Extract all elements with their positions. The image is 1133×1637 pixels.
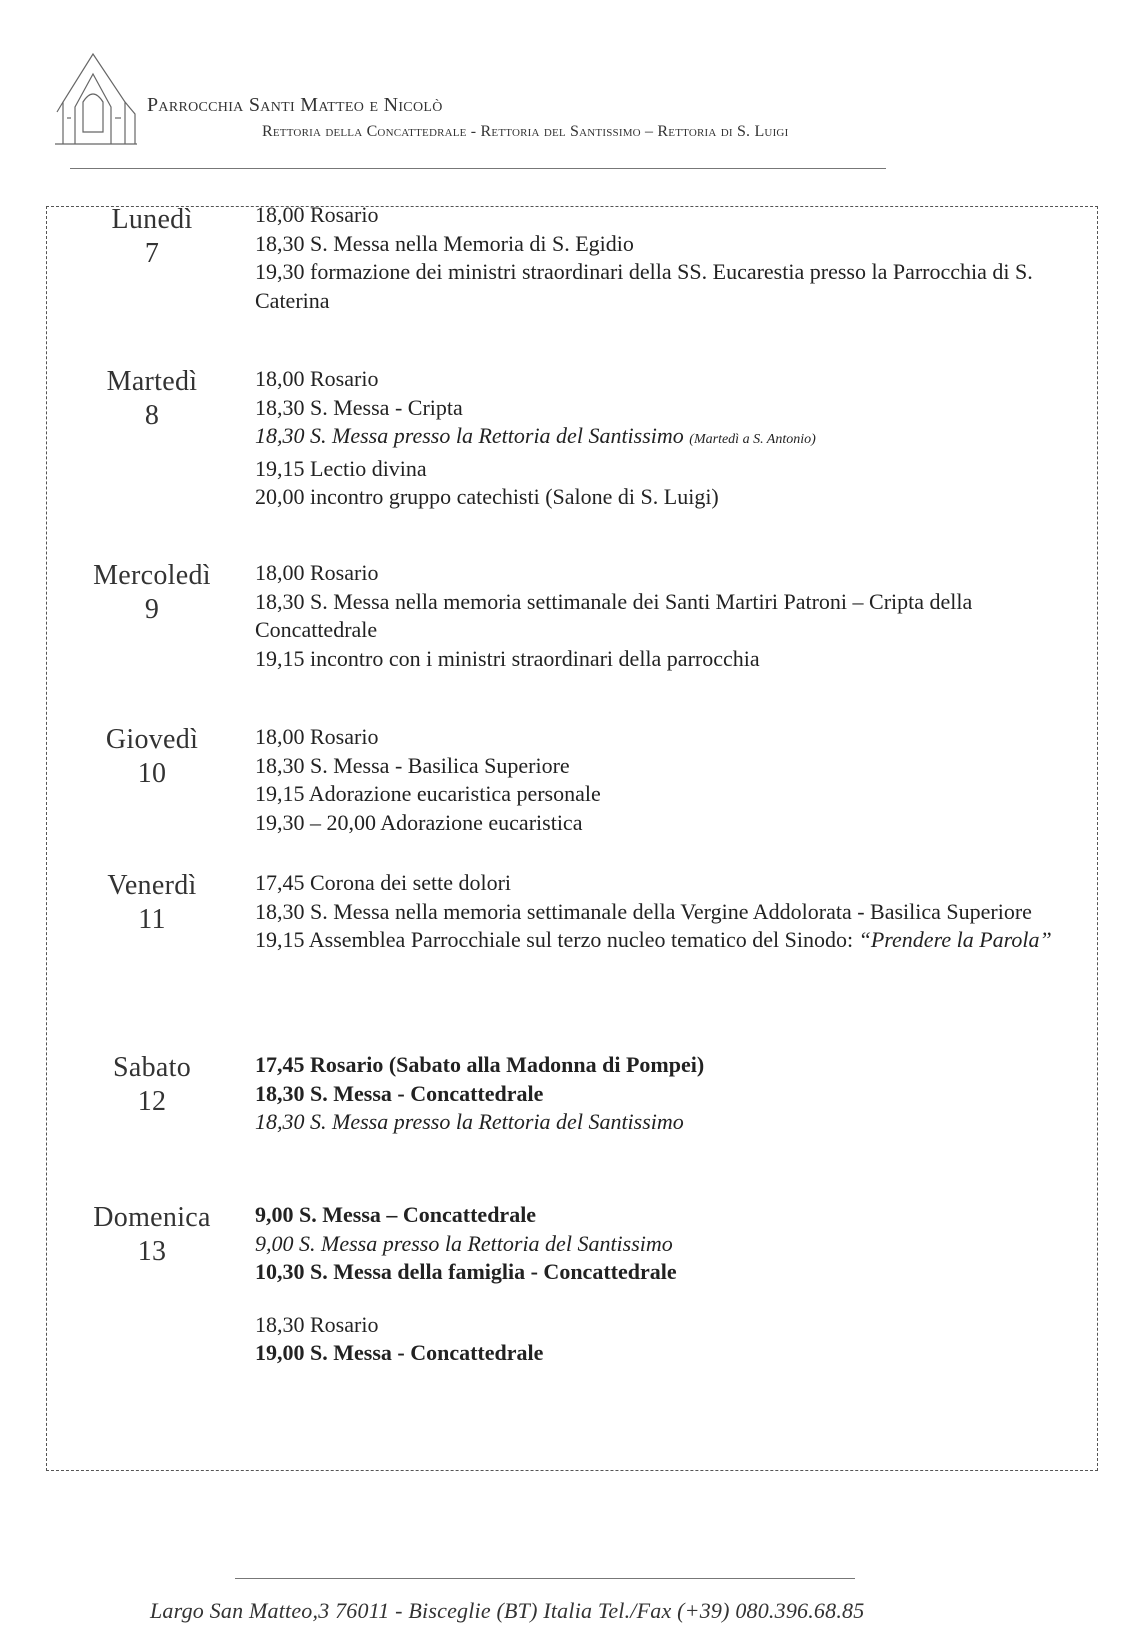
day-label bbox=[47, 203, 257, 271]
event-item: 9,00 S. Messa presso la Rettoria del Santissimo bbox=[255, 1230, 673, 1256]
day-label bbox=[47, 1051, 257, 1119]
day-name: Venerdì bbox=[107, 870, 197, 901]
footer-address: Largo San Matteo,3 76011 - Bisceglie (BT) Italia Tel./Fax (+39) 080.396.68.85 bbox=[150, 1598, 865, 1623]
day-name: Lunedì bbox=[111, 204, 193, 235]
event-item: 20,00 incontro gruppo catechisti (Salone di S. Luigi) bbox=[255, 484, 719, 509]
event-quote: “Prendere la Parola” bbox=[858, 927, 1052, 952]
day-number: 8 bbox=[144, 400, 160, 431]
day-label bbox=[47, 559, 257, 627]
event-item: 18,30 S. Messa nella memoria settimanale dei Santi Martiri Patroni – Cripta della Concattedrale bbox=[255, 588, 973, 642]
event-item: 18,30 S. Messa nella Memoria di S. Egidio bbox=[255, 230, 634, 256]
event-item: 18,00 Rosario bbox=[255, 724, 379, 749]
event-item: 18,00 Rosario bbox=[255, 366, 379, 391]
event-item: 18,00 Rosario bbox=[255, 560, 379, 585]
event-item: 19,15 Adorazione eucaristica personale bbox=[255, 781, 601, 806]
event-list bbox=[255, 559, 1093, 673]
day-name: Martedì bbox=[106, 366, 198, 397]
event-list bbox=[255, 365, 1093, 512]
day-number: 12 bbox=[137, 1086, 167, 1117]
event-item: 10,30 S. Messa della famiglia - Concattedrale bbox=[255, 1259, 677, 1284]
church-logo-icon bbox=[55, 52, 140, 147]
event-item: 17,45 Rosario (Sabato alla Madonna di Pompei) bbox=[255, 1052, 705, 1077]
day-number: 9 bbox=[144, 594, 160, 625]
day-number: 10 bbox=[137, 758, 167, 789]
day-name: Mercoledì bbox=[93, 560, 211, 591]
weekly-schedule bbox=[46, 202, 1098, 1471]
event-item: 18,30 S. Messa - Basilica Superiore bbox=[255, 752, 570, 778]
event-item bbox=[255, 926, 1093, 955]
parish-subtitle: Rettoria della Concattedrale - Rettoria del Santissimo – Rettoria di S. Luigi bbox=[262, 123, 789, 140]
event-item: 18,30 S. Messa nella memoria settimanale della Vergine Addolorata - Basilica Superiore bbox=[255, 898, 1032, 924]
day-label bbox=[47, 365, 257, 433]
day-number: 7 bbox=[144, 238, 160, 269]
header-divider bbox=[70, 168, 886, 169]
event-item: 19,15 incontro con i ministri straordinari della parrocchia bbox=[255, 645, 760, 671]
event-item: 17,45 Corona dei sette dolori bbox=[255, 870, 512, 895]
day-name: Giovedì bbox=[105, 724, 199, 755]
event-item: 19,15 Lectio divina bbox=[255, 455, 427, 481]
day-label bbox=[47, 869, 257, 937]
event-text: 18,30 S. Messa presso la Rettoria del Santissimo bbox=[255, 423, 684, 448]
footer-divider bbox=[235, 1578, 855, 1579]
spacer bbox=[255, 1287, 1093, 1311]
event-item: 18,00 Rosario bbox=[255, 202, 379, 227]
event-list bbox=[255, 1051, 1093, 1137]
parish-title: Parrocchia Santi Matteo e Nicolò bbox=[147, 94, 443, 116]
day-name: Sabato bbox=[112, 1052, 191, 1083]
event-item: 19,30 – 20,00 Adorazione eucaristica bbox=[255, 809, 583, 835]
day-label bbox=[47, 1201, 257, 1269]
event-item bbox=[255, 422, 1093, 455]
event-list bbox=[255, 869, 1093, 955]
event-note: (Martedì a S. Antonio) bbox=[689, 432, 816, 447]
event-list bbox=[255, 201, 1093, 315]
day-number: 11 bbox=[138, 904, 166, 935]
event-item: 18,30 S. Messa - Concattedrale bbox=[255, 1080, 544, 1106]
event-item: 19,00 S. Messa - Concattedrale bbox=[255, 1340, 544, 1365]
day-label bbox=[47, 723, 257, 791]
event-item: 19,30 formazione dei ministri straordinari della SS. Eucarestia presso la Parrocchia di S. Caterina bbox=[255, 259, 1033, 313]
event-text: 19,15 Assemblea Parrocchiale sul terzo nucleo tematico del Sinodo: bbox=[255, 927, 854, 952]
day-number: 13 bbox=[137, 1236, 167, 1267]
event-item: 18,30 S. Messa presso la Rettoria del Santissimo bbox=[255, 1109, 684, 1134]
event-item: 18,30 S. Messa - Cripta bbox=[255, 394, 463, 420]
event-list bbox=[255, 723, 1093, 837]
event-item: 9,00 S. Messa – Concattedrale bbox=[255, 1202, 537, 1227]
event-list bbox=[255, 1201, 1093, 1368]
event-item: 18,30 Rosario bbox=[255, 1311, 379, 1337]
day-name: Domenica bbox=[93, 1202, 211, 1233]
